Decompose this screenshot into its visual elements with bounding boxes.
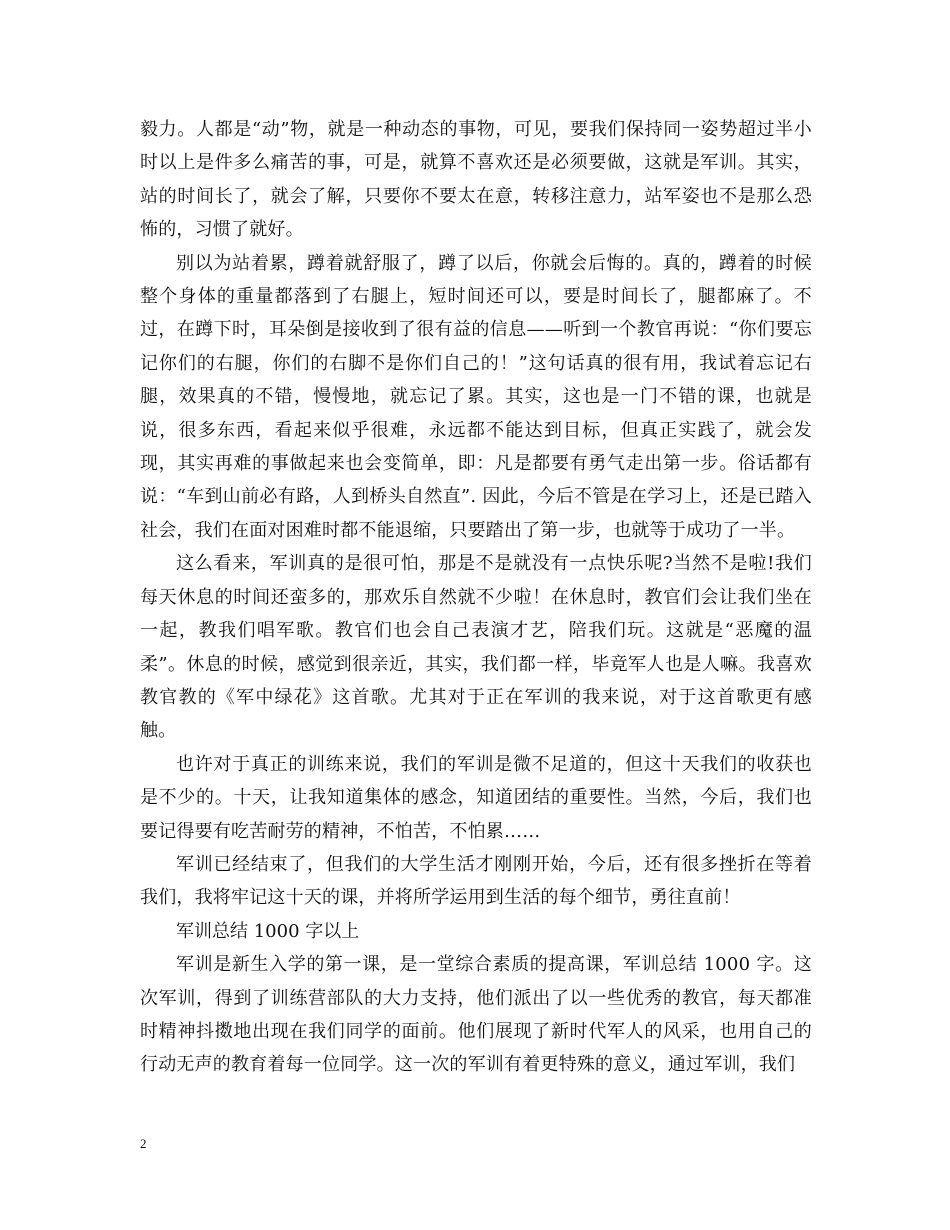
section-heading: 军训总结 1000 字以上 bbox=[176, 920, 360, 942]
paragraph-rest-time: 这么看来，军训真的是很可怕，那是不是就没有一点快乐呢?当然不是啦!我们每天休息的时间还蛮多的，那欢乐自然就不少啦！在休息时，教官们会让我们坐在一起，教我们唱军歌。教官们也会自己表演才艺，陪我们玩。这就是“恶魔的温柔”。休息的时候，感觉到很亲近，其实，我们都一样，毕竟军人也是人嘛。我喜欢教官教的《军中绿花》这首歌。尤其对于正在军训的我来说，对于这首歌更有感触。 bbox=[140, 553, 812, 742]
paragraph-conclusion: 军训已经结束了，但我们的大学生活才刚刚开始，今后，还有很多挫折在等着我们，我将牢记这十天的课，并将所学运用到生活的每个细节，勇往直前！ bbox=[140, 853, 812, 909]
paragraph-harvest: 也许对于真正的训练来说，我们的军训是微不足道的，但这十天我们的收获也是不少的。十天，让我知道集体的感念，知道团结的重要性。当然，今后，我们也要记得要有吃苦耐劳的精神，不怕苦，不怕累…… bbox=[140, 753, 812, 842]
paragraph-new-section: 军训是新生入学的第一课，是一堂综合素质的提高课，军训总结 1000 字。这次军训，得到了训练营部队的大力支持，他们派出了以一些优秀的教官，每天都准时精神抖擞地出现在我们同学的面前。他们展现了新时代军人的风采，也用自己的行动无声的教育着每一位同学。这一次的军训有着更特殊的意义，通过军训，我们 bbox=[140, 954, 812, 1076]
page-number: 2 bbox=[140, 1136, 147, 1151]
document-body bbox=[140, 113, 812, 1082]
paragraph-continuation: 毅力。人都是“动”物，就是一种动态的事物，可见，要我们保持同一姿势超过半小时以上是件多么痛苦的事，可是，就算不喜欢还是必须要做，这就是军训。其实，站的时间长了，就会了解，只要你不要太在意，转移注意力，站军姿也不是那么恐怖的，习惯了就好。 bbox=[140, 119, 812, 241]
paragraph-squatting: 别以为站着累，蹲着就舒服了，蹲了以后，你就会后悔的。真的，蹲着的时候整个身体的重量都落到了右腿上，短时间还可以，要是时间长了，腿都麻了。不过，在蹲下时，耳朵倒是接收到了很有益的信息——听到一个教官再说：“你们要忘记你们的右腿，你们的右脚不是你们自己的！”这句话真的很有用，我试着忘记右腿，效果真的不错，慢慢地，就忘记了累。其实，这也是一门不错的课，也就是说，很多东西，看起来似乎很难，永远都不能达到目标，但真正实践了，就会发现，其实再难的事做起来也会变简单，即：凡是都要有勇气走出第一步。俗话都有说：“车到山前必有路，人到桥头自然直”. 因此，今后不管是在学习上，还是已踏入社会，我们在面对困难时都不能退缩，只要踏出了第一步，也就等于成功了一半。 bbox=[140, 252, 812, 541]
